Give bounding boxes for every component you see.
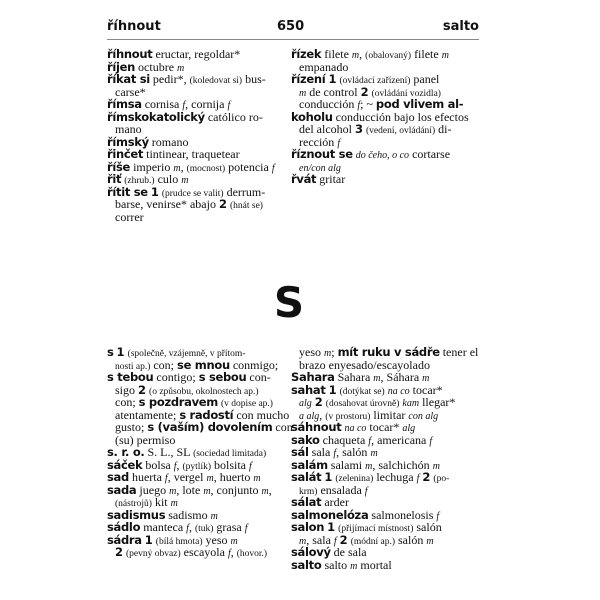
dictionary-entry-line: [291, 433, 477, 446]
sense-number: 1: [324, 470, 333, 484]
translation: filete: [411, 47, 442, 61]
translation: ;: [331, 345, 338, 359]
headword: se mnou: [177, 357, 230, 372]
grammar-label: f: [249, 460, 252, 472]
gloss-note: (vedení, ovládání): [366, 126, 436, 136]
entry-continuation-line: [107, 395, 293, 408]
translation: grasa: [213, 520, 245, 534]
entry-continuation-line: [291, 483, 477, 496]
translation: limitar: [370, 407, 409, 422]
sense-number: 2: [138, 382, 147, 397]
dictionary-entry-line: [107, 533, 293, 546]
translation: ,: [359, 47, 366, 61]
headword: sálový: [291, 545, 331, 559]
headword: salát: [291, 470, 322, 484]
gloss-note: (koledovat si): [189, 76, 243, 86]
translation: carse*: [115, 84, 146, 99]
entry-continuation-line: [291, 122, 477, 135]
gloss-note: (hovor.): [236, 549, 268, 559]
grammar-label: m: [432, 460, 440, 472]
translation: del alcohol: [299, 122, 355, 136]
grammar-label: m: [253, 473, 261, 484]
grammar-label: f: [227, 100, 231, 111]
entry-continuation-line: [107, 408, 293, 421]
grammar-label: en/con alg: [299, 162, 341, 174]
headword: salmonelóza: [291, 507, 369, 522]
translation: salón: [413, 520, 442, 534]
sense-number: 1: [327, 520, 336, 534]
gloss-note: (ovládací zařízení): [339, 76, 411, 86]
headword: říkat si: [107, 72, 150, 86]
dictionary-entry-line: [291, 520, 477, 533]
headword: s tebou: [107, 370, 154, 384]
translation: con: [272, 420, 293, 434]
translation: ; ~: [360, 97, 376, 111]
running-header: [107, 19, 479, 35]
translation: sala: [308, 445, 334, 459]
section-letter: S: [273, 278, 305, 327]
translation: de control: [306, 84, 361, 99]
translation: S. L., SL: [144, 445, 194, 459]
entry-continuation-line: [291, 85, 477, 98]
headword: sako: [291, 432, 320, 447]
page-number: 650: [277, 19, 305, 34]
headword: salto: [291, 557, 322, 572]
dictionary-entry-line: [291, 558, 477, 571]
headword: sál: [291, 445, 309, 459]
entry-continuation-line: [291, 97, 477, 110]
grammar-label: m: [350, 560, 358, 572]
grammar-label: m: [365, 460, 373, 472]
translation: rección: [299, 134, 338, 149]
dictionary-entry-line: [107, 345, 293, 358]
translation: bolsita: [211, 457, 249, 472]
dictionary-entry-line: [107, 483, 293, 496]
translation: chaqueta: [319, 432, 369, 447]
translation: de sala: [330, 545, 367, 559]
translation: imperio: [130, 159, 174, 174]
translation: , lote: [176, 482, 204, 497]
sense-number: 2: [115, 545, 124, 559]
dictionary-entry-line: [107, 97, 293, 110]
entry-continuation-line: [291, 408, 477, 421]
gloss-note: (ovládání vozidla): [371, 88, 441, 99]
column-top-left: [107, 47, 293, 222]
headword: sahat: [291, 382, 326, 397]
headword: římsa: [107, 97, 142, 111]
grammar-label: f: [416, 473, 420, 484]
gloss-note: (přijímací místnost): [338, 524, 414, 534]
translation: di-: [435, 122, 452, 136]
entry-continuation-line: [291, 160, 477, 173]
grammar-label: m: [373, 373, 381, 384]
headword: sálat: [291, 495, 322, 509]
headword: sáhnout: [291, 420, 342, 434]
gloss-note: (pytlík): [182, 461, 211, 472]
headword: řvát: [291, 172, 317, 186]
gloss-note: (společně, vzájemně, v přítom-: [127, 349, 246, 359]
headword: římský: [107, 134, 149, 149]
entry-continuation-line: [107, 210, 293, 223]
translation: yeso: [299, 345, 324, 359]
grammar-label: f: [436, 510, 440, 522]
dictionary-entry-line: [107, 508, 293, 521]
translation: salto: [321, 557, 351, 572]
dictionary-entry-line: [107, 445, 293, 458]
sense-number: 3: [354, 122, 363, 136]
grammar-label: f: [357, 100, 361, 111]
grammar-label: m: [426, 535, 434, 547]
dictionary-entry-line: [107, 47, 293, 60]
translation: derrum-: [223, 184, 266, 199]
translation: sigo: [115, 382, 139, 397]
grammar-label: m: [173, 162, 181, 174]
sense-number: 1: [150, 184, 159, 199]
dictionary-entry-line: [107, 470, 293, 483]
dictionary-entry-line: [107, 72, 293, 85]
translation: mano: [115, 122, 142, 136]
translation: huerta: [128, 470, 165, 484]
translation: correr: [115, 209, 144, 224]
dictionary-entry-line: [291, 110, 477, 123]
grammar-label: m: [177, 62, 185, 74]
translation: mortal: [357, 557, 392, 572]
dictionary-entry-line: [107, 520, 293, 533]
translation: , vergel: [167, 470, 207, 484]
translation: pedir*,: [149, 72, 190, 86]
dictionary-entry-line: [291, 508, 477, 521]
gloss-note: (v dopise ap.): [221, 399, 273, 409]
headword: řízení: [291, 72, 326, 86]
translation: , salón: [336, 445, 371, 459]
entry-continuation-line: [291, 60, 477, 73]
grammar-label: m: [370, 448, 378, 459]
headword: sádra: [107, 532, 142, 547]
translation: salmonelosis: [368, 507, 437, 522]
header-first-entry: říhnout: [107, 19, 161, 34]
grammar-label: m: [351, 50, 360, 61]
grammar-label: f: [333, 535, 337, 547]
translation: tocar*: [366, 420, 403, 434]
grammar-label: m: [422, 373, 430, 384]
translation: gusto;: [115, 420, 148, 434]
gloss-note: (bílá hmota): [155, 536, 203, 547]
headword: mít ruku v sádře: [337, 345, 440, 359]
translation: , salchichón: [372, 457, 433, 472]
translation: salón: [395, 532, 427, 547]
header-last-entry: salto: [442, 19, 479, 34]
grammar-label: f: [164, 473, 168, 484]
headword: sáček: [107, 457, 143, 472]
gloss-note: (sociedad limitada): [193, 449, 267, 459]
grammar-label: m: [181, 175, 189, 186]
headword: řízek: [291, 47, 322, 61]
translation: , huerto: [213, 470, 254, 484]
headword: salon: [291, 520, 325, 534]
grammar-label: f: [173, 460, 177, 472]
translation: , conjunto: [210, 482, 262, 497]
gloss-note: (obalovaný): [365, 51, 412, 61]
translation: bus-: [242, 72, 266, 86]
headword: s (vaším) dovolením: [147, 420, 273, 434]
translation: escayola: [180, 545, 228, 559]
headword: salám: [291, 457, 328, 472]
grammar-label: m: [230, 535, 238, 547]
dictionary-entry-line: [107, 185, 293, 198]
headword: říše: [107, 159, 131, 174]
dictionary-entry-line: [291, 383, 477, 396]
grammar-label: m: [261, 485, 269, 497]
grammar-label: f: [244, 523, 248, 534]
translation: culo: [154, 172, 182, 186]
translation: bolsa: [142, 457, 174, 472]
entry-continuation-line: [291, 345, 477, 358]
translation: (su) permiso: [115, 432, 176, 447]
grammar-label: f: [182, 100, 186, 111]
grammar-label: a alg: [299, 410, 320, 422]
translation: barse, venirse* abajo: [115, 197, 219, 211]
translation: conducción bajo los efectos: [332, 109, 469, 124]
headword: sad: [107, 470, 129, 484]
headword: s: [107, 345, 114, 359]
grammar-label: kam: [402, 398, 420, 409]
headword: sadismus: [107, 507, 166, 522]
translation: cortarse: [409, 147, 451, 161]
entry-continuation-line: [107, 433, 293, 446]
dictionary-entry-line: [107, 60, 293, 73]
grammar-label: f: [186, 523, 189, 534]
translation: , americana: [371, 432, 430, 447]
translation: potencia: [225, 159, 272, 174]
translation: kit: [151, 495, 171, 509]
dictionary-entry-line: [291, 47, 477, 60]
dictionary-entry-line: [291, 147, 477, 160]
translation: ,: [180, 159, 187, 174]
grammar-label: f: [227, 548, 231, 559]
entry-continuation-line: [107, 197, 293, 210]
grammar-label: m: [206, 473, 214, 484]
translation: , cornija: [185, 97, 228, 111]
translation: sadismo: [165, 507, 211, 522]
column-bottom-left: [107, 345, 293, 558]
translation: lechuga: [373, 470, 417, 484]
dictionary-entry-line: [107, 147, 293, 160]
entry-continuation-line: [107, 545, 293, 558]
column-bottom-right: [291, 345, 477, 570]
dictionary-entry-line: [107, 135, 293, 148]
gloss-note: (zhrub.): [124, 176, 155, 186]
headword: s radostí: [179, 407, 234, 422]
translation: gritar: [316, 172, 346, 186]
column-top-right: [291, 47, 477, 185]
gloss-note: (pevný obvaz): [126, 549, 181, 559]
translation: romano: [148, 134, 189, 149]
grammar-label: do čeho, o co: [355, 150, 410, 161]
translation: ,: [188, 520, 195, 534]
translation: empanado: [299, 59, 349, 74]
headword: řiť: [107, 172, 122, 186]
grammar-label: m: [170, 498, 178, 509]
translation: filete: [321, 47, 352, 61]
headword: říhnout: [107, 47, 153, 61]
headword: říznout se: [291, 147, 353, 161]
translation: Sahara: [334, 370, 374, 384]
dictionary-entry-line: [291, 370, 477, 383]
grammar-label: m: [203, 485, 211, 497]
sense-number: 1: [144, 532, 153, 547]
translation: , sala: [306, 532, 334, 547]
dictionary-entry-line: [107, 110, 293, 123]
translation: con;: [150, 357, 178, 372]
gloss-note: (prudce se valit): [161, 188, 224, 199]
translation: panel: [410, 72, 440, 86]
translation: ,: [176, 457, 183, 472]
translation: ,: [268, 482, 272, 497]
dictionary-entry-line: [107, 160, 293, 173]
gloss-note: (módní ap.): [350, 536, 396, 547]
headword: římskokatolický: [107, 109, 205, 124]
grammar-label: m: [299, 535, 307, 547]
gloss-note: (v prostoru): [325, 411, 371, 422]
sense-number: 2: [218, 197, 227, 211]
grammar-label: alg: [299, 398, 312, 409]
dictionary-entry-line: [291, 470, 477, 483]
translation: tener el: [439, 345, 479, 359]
entry-continuation-line: [107, 420, 293, 433]
translation: cornisa: [141, 97, 183, 111]
grammar-label: m: [441, 50, 449, 61]
translation: , Sáhara: [380, 370, 423, 384]
grammar-label: con alg: [408, 410, 439, 422]
gloss-note: (mocnost): [186, 163, 226, 174]
translation: tintinear, traquetear: [143, 147, 240, 161]
translation: ensalada: [317, 482, 365, 497]
entry-continuation-line: [291, 358, 477, 371]
sense-number: 1: [328, 382, 337, 397]
headword: sada: [107, 482, 137, 497]
headword: Sahara: [291, 370, 335, 384]
translation: con-: [246, 370, 271, 384]
translation: con;: [115, 395, 139, 409]
grammar-label: f: [337, 137, 341, 149]
headword: řítit se: [107, 184, 148, 199]
translation: llegar*: [419, 395, 456, 409]
dictionary-entry-line: [291, 420, 477, 433]
gloss-note: (hnát se): [229, 201, 263, 211]
gloss-note: (o způsobu, okolnostech ap.): [149, 386, 259, 397]
translation: atentamente;: [115, 407, 180, 422]
headword: řinčet: [107, 147, 144, 161]
translation: brazo enyesado/escayolado: [299, 357, 430, 372]
headword: s. r. o.: [107, 445, 145, 459]
grammar-label: f: [364, 485, 368, 497]
translation: yeso: [202, 532, 231, 547]
translation: tocar*: [409, 382, 443, 397]
grammar-label: f: [429, 435, 433, 447]
headword: říjen: [107, 59, 136, 74]
entry-continuation-line: [291, 395, 477, 408]
gloss-note: (tuk): [194, 524, 214, 534]
dictionary-entry-line: [291, 72, 477, 85]
dictionary-entry-line: [107, 458, 293, 471]
headword: s sebou: [198, 370, 247, 384]
gloss-note: (dosahovat úrovně): [325, 399, 400, 409]
grammar-label: m: [299, 87, 307, 99]
translation: conmigo;: [229, 357, 279, 372]
sense-number: 2: [314, 395, 323, 409]
translation: ,: [319, 407, 326, 422]
entry-continuation-line: [107, 358, 293, 371]
grammar-label: m: [210, 510, 218, 522]
translation: manteca: [140, 520, 187, 534]
header-rule: [107, 39, 479, 40]
translation: arder: [321, 495, 349, 509]
headword: sádlo: [107, 520, 141, 534]
grammar-label: f: [271, 162, 275, 174]
dictionary-entry-line: [291, 495, 477, 508]
sense-number: 2: [360, 84, 369, 99]
translation: contigo;: [153, 370, 199, 384]
gloss-note: (po-: [433, 474, 450, 484]
grammar-label: f: [333, 448, 337, 459]
headword: koholu: [291, 109, 333, 124]
dictionary-entry-line: [107, 370, 293, 383]
grammar-label: na co: [387, 385, 410, 397]
gloss-note: (dotýkat se): [339, 386, 385, 397]
gloss-note: (zelenina): [335, 474, 374, 484]
grammar-label: m: [169, 485, 177, 497]
gloss-note: krm): [299, 486, 318, 497]
translation: católico ro-: [204, 109, 263, 124]
grammar-label: m: [324, 348, 332, 359]
translation: ,: [230, 545, 237, 559]
translation: salami: [327, 457, 366, 472]
sense-number: 2: [339, 532, 348, 547]
headword: pod vlivem al-: [375, 97, 464, 111]
translation: conducción: [299, 97, 358, 111]
headword: s pozdravem: [138, 395, 218, 409]
sense-number: 1: [328, 72, 337, 86]
entry-continuation-line: [107, 85, 293, 98]
grammar-label: f: [368, 435, 372, 447]
gloss-note: (nástrojů): [115, 499, 152, 509]
translation: octubre: [135, 59, 178, 74]
sense-number: 2: [422, 470, 431, 484]
entry-continuation-line: [107, 383, 293, 396]
gloss-note: nosti ap.): [115, 361, 151, 372]
sense-number: 1: [116, 345, 125, 359]
dictionary-entry-line: [291, 172, 477, 185]
translation: eructar, regoldar*: [152, 47, 241, 61]
translation: con mucho: [233, 407, 290, 422]
grammar-label: na co: [344, 423, 367, 434]
translation: juego: [136, 482, 170, 497]
dictionary-entry-line: [291, 458, 477, 471]
entry-continuation-line: [291, 533, 477, 546]
entry-continuation-line: [291, 135, 477, 148]
grammar-label: alg: [402, 423, 416, 434]
